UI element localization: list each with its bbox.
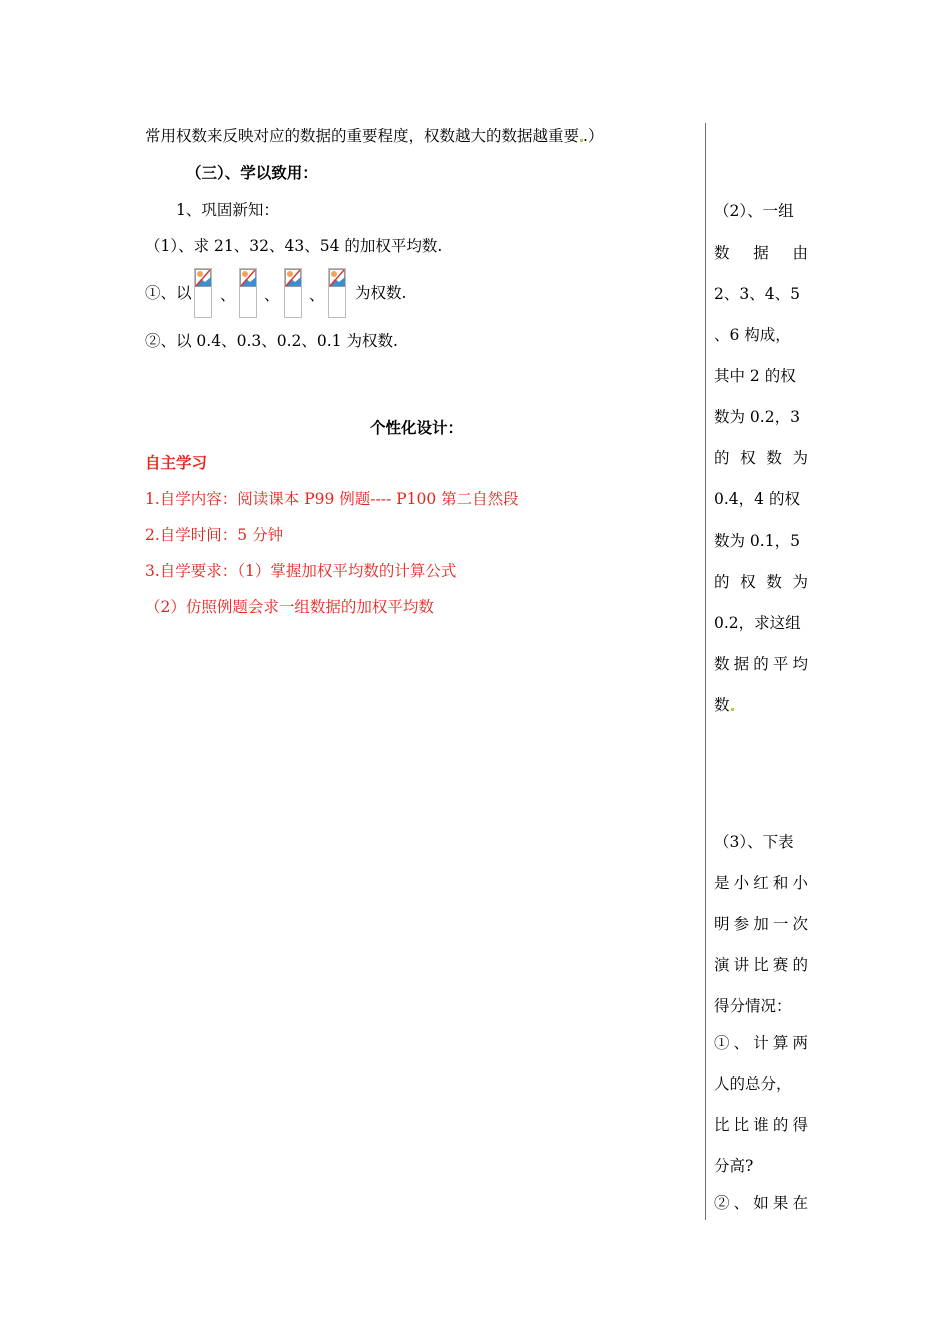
side-line: 演讲比赛的	[714, 956, 808, 974]
intro-line	[145, 126, 603, 146]
separator: 、	[220, 286, 236, 304]
side-line: 2、3、4、5	[714, 285, 800, 303]
side-line: 、6 构成，	[714, 326, 791, 344]
intro-tail: .）	[583, 127, 604, 145]
column-divider	[705, 123, 706, 1220]
side-line: 数为 0.1，5	[714, 532, 800, 550]
design-heading: 个性化设计：	[370, 418, 464, 437]
side-line: 数据的平均	[714, 655, 808, 673]
side-line-end	[714, 695, 808, 715]
broken-image-icon	[328, 268, 346, 318]
image-icon	[329, 269, 345, 287]
side-line: 明参加一次	[714, 915, 808, 933]
broken-image-icon	[194, 268, 212, 318]
side-line: 数 据 由	[714, 244, 808, 262]
side-line: 数	[714, 696, 730, 714]
q1-b: ②、以 0.4、0.3、0.2、0.1 为权数.	[145, 332, 398, 350]
marker-dot	[731, 708, 734, 711]
self-study-item: 3.自学要求：（1）掌握加权平均数的计算公式	[145, 562, 457, 580]
self-study-item: 1.自学内容：阅读课本 P99 例题---- P100 第二自然段	[145, 490, 519, 508]
side-line: 分高?	[714, 1157, 754, 1175]
side-line: 人的总分，	[714, 1075, 792, 1093]
side-line: 的 权 数 为	[714, 573, 808, 591]
q1-a-prefix: ①、以	[145, 284, 192, 302]
side-line: （3）、下表	[714, 833, 794, 851]
side-line: ①、计算两	[714, 1034, 808, 1052]
side-line: ②、如果在	[714, 1194, 808, 1212]
side-line: 0.4，4 的权	[714, 490, 800, 508]
separator: 、	[309, 286, 325, 304]
side-line: 其中 2 的权	[714, 367, 796, 385]
image-icon	[240, 269, 256, 287]
side-line: 是小红和小	[714, 874, 808, 892]
side-line: 0.2，求这组	[714, 614, 801, 632]
intro-text: 常用权数来反映对应的数据的重要程度，权数越大的数据越重要	[145, 127, 580, 145]
side-line: 比比谁的得	[714, 1116, 808, 1134]
broken-image-icon	[239, 268, 257, 318]
image-icon	[195, 269, 211, 287]
self-study-title: 自主学习	[145, 453, 208, 472]
section-heading: （三）、学以致用：	[186, 163, 318, 182]
subheading: 1、巩固新知：	[176, 201, 279, 219]
self-study-item: 2.自学时间：5 分钟	[145, 526, 284, 544]
q1-a-suffix: 为权数.	[355, 284, 407, 302]
side-line: 的 权 数 为	[714, 449, 808, 467]
separator: 、	[264, 286, 280, 304]
image-icon	[285, 269, 301, 287]
side-line: （2）、一组	[714, 202, 794, 220]
broken-image-icon	[284, 268, 302, 318]
side-line: 数为 0.2，3	[714, 408, 800, 426]
side-line: 得分情况：	[714, 997, 792, 1015]
self-study-item: （2）仿照例题会求一组数据的加权平均数	[145, 598, 434, 616]
question-1: （1）、求 21、32、43、54 的加权平均数.	[145, 237, 443, 255]
